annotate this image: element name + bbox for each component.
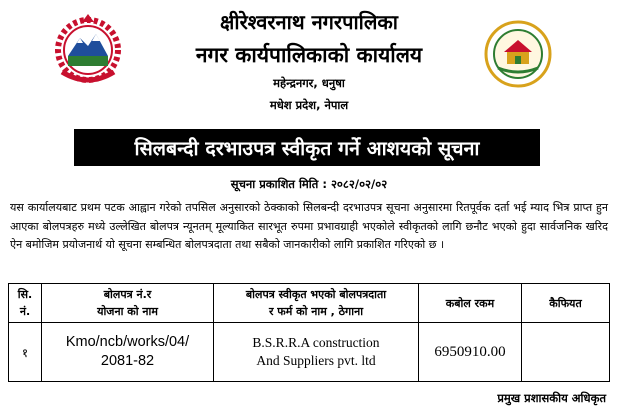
award-table — [8, 283, 610, 382]
municipality-name: क्षीरेश्वरनाथ नगरपालिका — [220, 10, 398, 34]
row-firm-line2: And Suppliers pvt. ltd — [256, 353, 376, 368]
notice-body: यस कार्यालयबाट प्रथम पटक आह्वान गरेको तपसिल अनुसारको ठेक्काको सिलबन्दी दरभाउपत्र सूचना अनुसारमा रितपूर्वक दर्ता भई म्याद भित्र प्राप्त हुन आएका बोलपत्रहरु मध्ये उल्लेखित बोलपत्र न्यूनतम् मूल्याकित सारभूत रुपमा प्रभावग्राही भएकोले स्वीकृतको लागि छनौट भएको हुदा सार्वजनिक खरिद ऐन बमोजिम प्रयोजनार्थ यो सूचना सम्बन्धित बोलपत्रदाता तथा सबैको जानकारीको लागि प्रकाशित गरिएको छ । — [10, 201, 608, 251]
signature-title: प्रमुख प्रशासकीय अधिकृत — [497, 391, 606, 405]
published-date: सूचना प्रकाशित मिति : २०८२/०२/०२ — [230, 177, 388, 191]
row-firm — [214, 323, 419, 382]
table-header-row — [9, 284, 610, 323]
row-ref-line1: Kmo/ncb/works/04/ — [65, 334, 190, 350]
row-remarks — [522, 323, 610, 382]
header-sn — [9, 284, 42, 323]
header-ref-line1: बोलपत्र नं.र — [103, 288, 152, 301]
address-line-1: महेन्द्रनगर, धनुषा — [273, 76, 345, 90]
row-firm-line1: B.S.R.R.A construction — [252, 335, 380, 350]
header-firm-line1: बोलपत्र स्वीकृत भएको बोलपत्रदाता — [245, 288, 387, 301]
row-amount: 6950910.00 — [419, 323, 522, 382]
header-firm — [214, 284, 419, 323]
table-row — [9, 323, 610, 382]
notice-title: सिलबन्दी दरभाउपत्र स्वीकृत गर्ने आशयको सूचना — [74, 129, 540, 166]
header-sn-line1: सि. — [17, 288, 33, 301]
row-ref-line2: 2081-82 — [100, 353, 155, 369]
header-ref-line2: योजना को नाम — [97, 305, 158, 318]
row-sn: १ — [9, 323, 42, 382]
header-amount: कबोल रकम — [419, 284, 522, 323]
header-ref — [42, 284, 214, 323]
header-sn-line2: नं. — [19, 305, 31, 318]
office-name: नगर कार्यपालिकाको कार्यालय — [195, 43, 423, 67]
header-remarks: कैफियत — [522, 284, 610, 323]
header-firm-line2: र फर्म को नाम , ठेगाना — [268, 305, 364, 318]
row-ref — [42, 323, 214, 382]
address-line-2: मधेश प्रदेश, नेपाल — [269, 98, 349, 112]
